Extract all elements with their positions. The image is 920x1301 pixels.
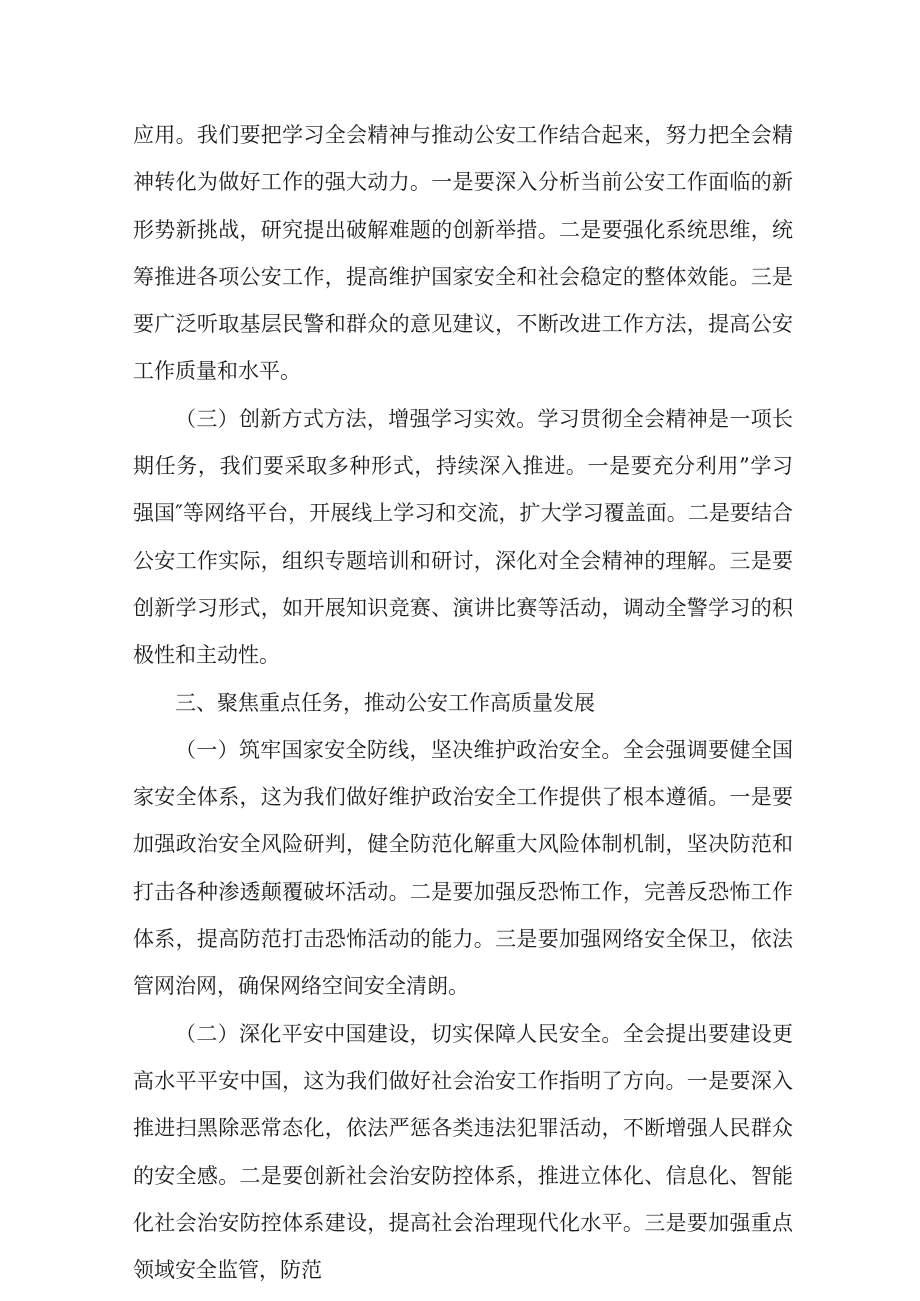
paragraph-subsection-2: （二）深化平安中国建设，切实保障人民安全。全会提出要建设更高水平平安中国，这为我们做好社会治安工作指明了方向。一是要深入推进扫黑除恶常态化，依法严惩各类违法犯罪活动，不断增强人民群众的安全感。二是要创新社会治安防控体系，推进立体化、信息化、智能化社会治安防控体系建设，提高社会治理现代化水平。三是要加强重点领域安全监管，防范 bbox=[133, 1021, 793, 1283]
section-heading-3: 三、聚焦重点任务，推动公安工作高质量发展 bbox=[175, 690, 595, 715]
paragraph-subsection-1: （一）筑牢国家安全防线，坚决维护政治安全。全会强调要健全国家安全体系，这为我们做好维护政治安全工作提供了根本遵循。一是要加强政治安全风险研判，健全防范化解重大风险体制机制，坚决防范和打击各种渗透颠覆破坏活动。二是要加强反恐怖工作，完善反恐怖工作体系，提高防范打击恐怖活动的能力。三是要加强网络安全保卫，依法管网治网，确保网络空间安全清朗。 bbox=[133, 737, 793, 999]
document-body bbox=[133, 112, 793, 1294]
paragraph-continuation: 应用。我们要把学习全会精神与推动公安工作结合起来，努力把全会精神转化为做好工作的强大动力。一是要深入分析当前公安工作面临的新形势新挑战，研究提出破解难题的创新举措。二是要强化系统思维，统筹推进各项公安工作，提高维护国家安全和社会稳定的整体效能。三是要广泛听取基层民警和群众的意见建议，不断改进工作方法，提高公安工作质量和水平。 bbox=[133, 123, 793, 384]
paragraph-subsection-3: （三）创新方式方法，增强学习实效。学习贯彻全会精神是一项长期任务，我们要采取多种形式，持续深入推进。一是要充分利用”学习强国″等网络平台，开展线上学习和交流，扩大学习覆盖面。二是要结合公安工作实际，组织专题培训和研讨，深化对全会精神的理解。三是要创新学习形式，如开展知识竞赛、演讲比赛等活动，调动全警学习的积极性和主动性。 bbox=[133, 406, 793, 668]
